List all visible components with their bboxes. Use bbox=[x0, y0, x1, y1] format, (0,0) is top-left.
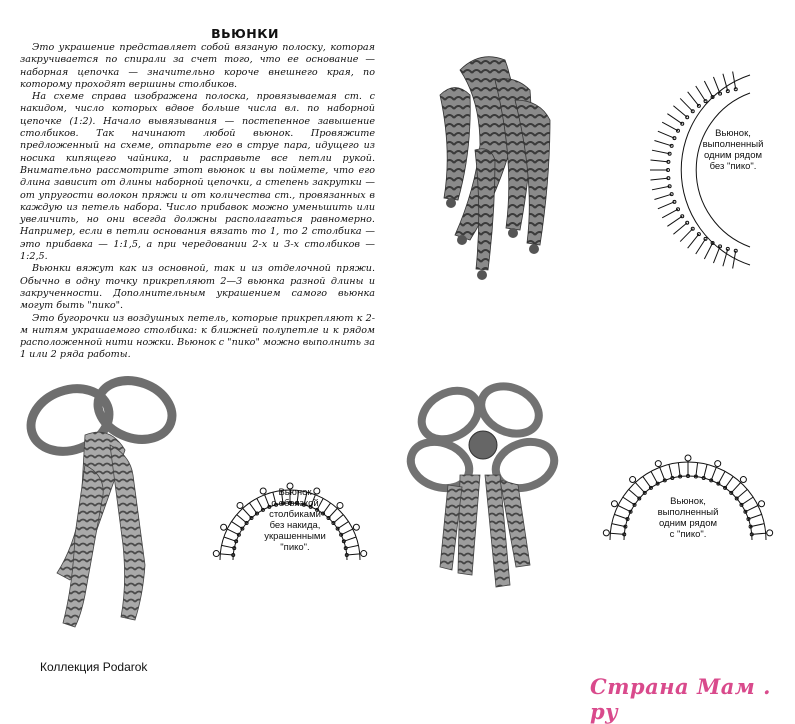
stitch-mark bbox=[741, 497, 753, 505]
stitch-mark bbox=[711, 467, 716, 480]
caption-line: без "пико". bbox=[709, 161, 757, 172]
stitch-mark bbox=[610, 533, 624, 534]
stitch-mark bbox=[745, 506, 758, 512]
stitch-mark bbox=[652, 186, 670, 190]
caption-line: без накида, bbox=[269, 520, 321, 531]
chain-mark bbox=[734, 249, 737, 252]
stitch-mark bbox=[650, 178, 668, 180]
stitch-mark bbox=[713, 246, 720, 263]
stitch-mark bbox=[618, 506, 631, 512]
stitch-mark bbox=[733, 72, 736, 90]
picot-mark bbox=[630, 477, 636, 483]
stitch-mark bbox=[643, 476, 651, 487]
collection-label: Коллекция Podarok bbox=[40, 660, 148, 674]
stitch-mark bbox=[718, 471, 725, 483]
photo-bow-with-curls bbox=[15, 365, 205, 640]
caption-line: Вьюнок bbox=[278, 487, 312, 498]
caption-line: с обвязкой bbox=[271, 498, 319, 509]
caption-curl-with-picot bbox=[648, 496, 728, 540]
article-paragraph: Это бугорочки из воздушных петель, которые прикрепляют к 2-м нитям украшаемого столбика: к ближней полупетле и к рядом расположенной нити ножки. Вьюнок с "пико" можно выполнить за 1 или 2 ряда работы. bbox=[20, 312, 375, 361]
caption-line: одним рядом bbox=[658, 518, 718, 529]
stitch-mark bbox=[678, 463, 680, 477]
stitch-mark bbox=[696, 86, 706, 101]
stitch-mark bbox=[658, 202, 675, 209]
stitch-mark bbox=[654, 141, 671, 146]
stitch-mark bbox=[688, 234, 699, 248]
caption-line: столбиками bbox=[269, 509, 321, 520]
picot-mark bbox=[353, 524, 359, 530]
stitch-mark bbox=[629, 489, 640, 498]
stitch-mark bbox=[652, 150, 670, 154]
watermark-logo: Страна Мам . ру bbox=[590, 674, 771, 724]
stitch-mark bbox=[696, 463, 698, 477]
stitch-mark bbox=[667, 216, 682, 226]
article-paragraph: Это украшение представляет собой вязаную полоску, которая закручивается по спирали за счет того, что ее основание — наборная цепочка — значительно короче внешнего края, по которому проходят вершины столбиков. bbox=[20, 42, 375, 90]
stitch-mark bbox=[680, 98, 693, 111]
caption-line: одним рядом bbox=[703, 150, 763, 161]
caption-line: украшенными bbox=[264, 531, 326, 542]
chain-mark bbox=[697, 233, 700, 236]
picot-mark bbox=[361, 551, 367, 557]
stitch-mark bbox=[635, 482, 644, 492]
caption-line: "пико". bbox=[280, 542, 310, 553]
caption-line: выполненный bbox=[657, 507, 719, 518]
stitch-mark bbox=[688, 92, 699, 106]
stitch-mark bbox=[704, 81, 712, 97]
chain-mark bbox=[719, 245, 722, 248]
chain-mark bbox=[704, 237, 707, 240]
stitch-mark bbox=[696, 239, 706, 254]
picot-mark bbox=[237, 502, 243, 508]
picot-mark bbox=[767, 530, 773, 536]
photo-spiral-curls bbox=[400, 40, 585, 290]
stitch-mark bbox=[612, 524, 626, 527]
picot-mark bbox=[685, 455, 691, 461]
picot-mark bbox=[759, 501, 765, 507]
chain-mark bbox=[719, 92, 722, 95]
picot-mark bbox=[655, 461, 661, 467]
stitch-mark bbox=[614, 514, 627, 519]
caption-curl-edged-picot bbox=[250, 487, 340, 553]
picot-mark bbox=[603, 530, 609, 536]
stitch-mark bbox=[662, 122, 678, 131]
chain-mark bbox=[704, 100, 707, 103]
article-paragraph: Вьюнки вяжут как из основной, так и из отделочной пряжи. Обычно в одну точку прикрепляют 2—3 вьюнка разной длины и закрученности. Дополнительным украшением самого вьюнка могут быть "пико". bbox=[20, 263, 375, 312]
article-paragraph: На схеме справа изображена полоска, провязываемая ст. с накидом, число которых вдвое больше числа вл. по наборной цепочке (1:2). Начало вывязывания — постепенное завышение столбиков. Так начинают любой вьюнок. Провяжите предложенный на схеме, отпарьте его в струе пара, идущего из носика кипящего чайника, и расправьте все петли рукой. Внимательно рассмотрите этот вьюнок и вы поймете, что его длина зависит от длины наборной цепочки, а степень закрутки — от упругости волокон пряжи и от количества ст., провязанных в каждую из петель набора. Число прибавок можно уменьшить или увеличить, но они всегда должны располагаться равномерно. Например, если в петли основания вязать то 1, то 2 столбика — это прибавка — 1:1,5, а при чередовании 2-х и 3-х столбиков — 1:2,5. bbox=[20, 91, 375, 263]
chain-mark bbox=[697, 104, 700, 107]
stitch-mark bbox=[704, 464, 707, 478]
caption-curl-no-picot bbox=[693, 128, 773, 172]
caption-line: Вьюнок, bbox=[670, 496, 706, 507]
chain-mark bbox=[673, 200, 676, 203]
chain-mark bbox=[734, 88, 737, 91]
caption-line: выполненный bbox=[702, 139, 764, 150]
stitch-mark bbox=[662, 209, 678, 218]
picot-mark bbox=[740, 477, 746, 483]
stitch-mark bbox=[658, 131, 675, 138]
stitch-mark bbox=[673, 223, 687, 235]
stitch-mark bbox=[623, 497, 635, 505]
stitch-mark bbox=[752, 533, 766, 534]
stitch-mark bbox=[713, 77, 720, 94]
stitch-mark bbox=[725, 476, 733, 487]
stitch-mark bbox=[680, 229, 693, 242]
picot-mark bbox=[715, 461, 721, 467]
stitch-mark bbox=[654, 194, 671, 199]
stitch-mark bbox=[667, 114, 682, 124]
stitch-mark bbox=[669, 464, 672, 478]
stitch-mark bbox=[660, 467, 665, 480]
stitch-mark bbox=[704, 243, 712, 259]
caption-line: Вьюнок, bbox=[715, 128, 751, 139]
article-body bbox=[20, 42, 375, 362]
picot-mark bbox=[221, 524, 227, 530]
stitch-mark bbox=[651, 471, 658, 483]
chain-mark bbox=[676, 129, 679, 132]
picot-mark bbox=[611, 501, 617, 507]
chain-mark bbox=[676, 208, 679, 211]
stitch-mark bbox=[731, 482, 740, 492]
stitch-mark bbox=[751, 524, 765, 527]
stitch-mark bbox=[737, 489, 748, 498]
picot-mark bbox=[213, 551, 219, 557]
chain-mark bbox=[673, 137, 676, 140]
stitch-mark bbox=[733, 251, 736, 269]
caption-line: с "пико". bbox=[669, 529, 707, 540]
stitch-mark bbox=[673, 106, 687, 118]
stitch-mark bbox=[748, 514, 761, 519]
article-title: ВЬЮНКИ bbox=[211, 26, 279, 41]
stitch-mark bbox=[650, 160, 668, 162]
photo-flower-with-curls bbox=[400, 375, 575, 605]
